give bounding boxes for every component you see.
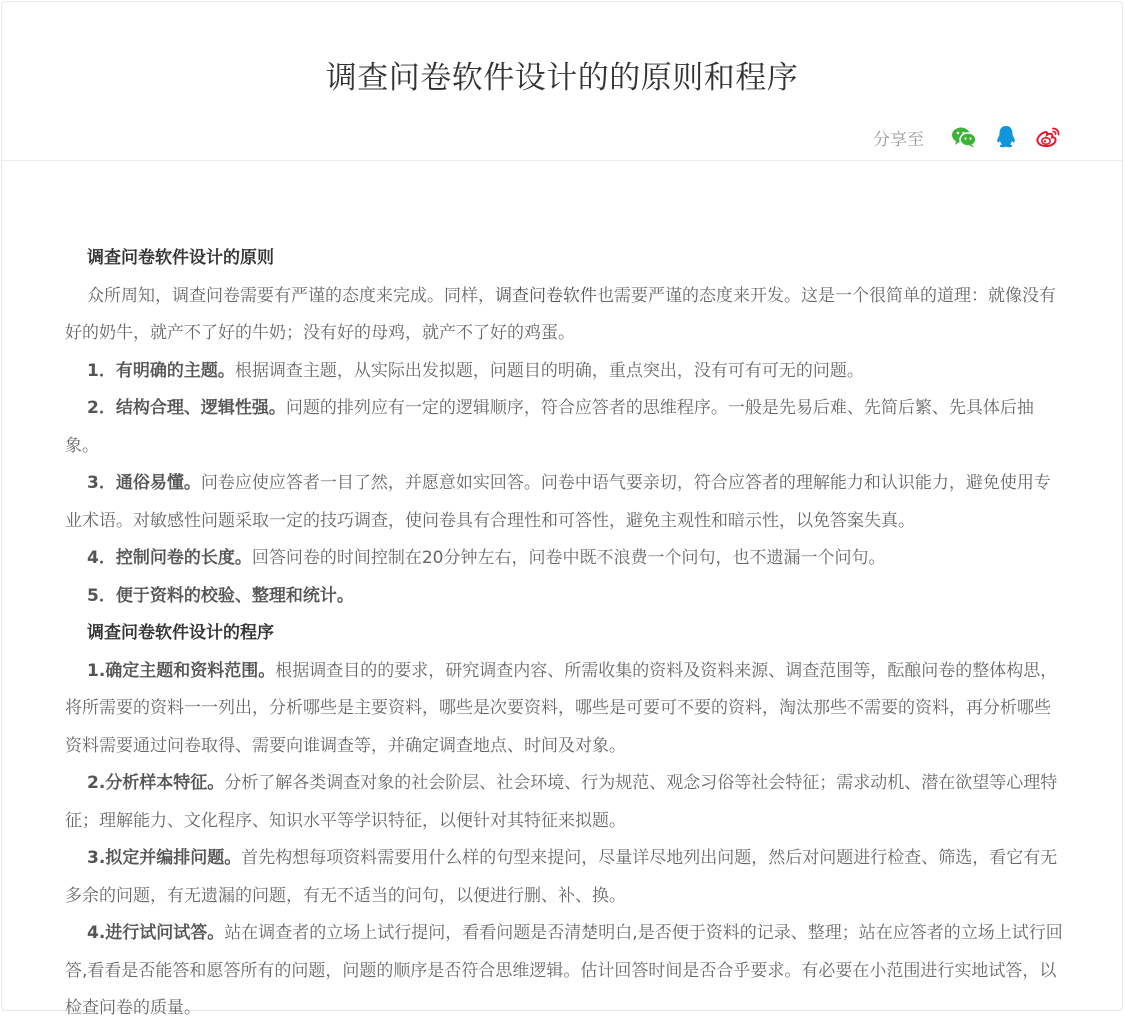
- article-card: [1, 1, 1123, 1018]
- procedure-item: 2.分析样本特征。分析了解各类调查对象的社会阶层、社会环境、行为规范、观念习俗等社会特征；需求动机、潜在欲望等心理特征；理解能力、文化程序、知识水平等学识特征，以便针对其特征来拟题。: [65, 773, 1058, 831]
- weibo-icon[interactable]: [1034, 123, 1062, 151]
- principle-item: 5．便于资料的校验、整理和统计。: [87, 585, 354, 606]
- share-label: 分享至: [873, 129, 924, 150]
- page-title: 调查问卷软件设计的的原则和程序: [325, 60, 799, 96]
- principle-item: 1．有明确的主题。根据调查主题，从实际出发拟题，问题目的明确，重点突出，没有可有可无的问题。: [87, 360, 864, 381]
- principle-item: 3．通俗易懂。问卷应使应答者一目了然，并愿意如实回答。问卷中语气要亲切，符合应答者的理解能力和认识能力，避免使用专业术语。对敏感性问题采取一定的技巧调查，使问卷具有合理性和可答性，避免主观性和暗示性，以免答案失真。: [65, 473, 1051, 531]
- software-link[interactable]: 调查问卷软件: [87, 623, 189, 643]
- section-heading-procedure: 调查问卷软件设计的程序: [87, 623, 274, 643]
- procedure-item: 1.确定主题和资料范围。根据调查目的的要求，研究调查内容、所需收集的资料及资料来源、调查范围等，酝酿问卷的整体构思，将所需要的资料一一列出，分析哪些是主要资料，哪些是次要资料，哪些是可要可不要的资料，淘汰那些不需要的资料，再分析哪些资料需要通过问卷取得、需要向谁调查等，并确定调查地点、时间及对象。: [65, 660, 1058, 756]
- principle-item: 2．结构合理、逻辑性强。问题的排列应有一定的逻辑顺序，符合应答者的思维程序。一般是先易后难、先简后繁、先具体后抽象。: [65, 398, 1034, 456]
- principle-item: 4．控制问卷的长度。回答问卷的时间控制在20分钟左右，问卷中既不浪费一个问句，也不遗漏一个问句。: [87, 548, 886, 568]
- software-link[interactable]: 调查问卷软件: [87, 248, 189, 268]
- article-body: [65, 240, 1065, 1028]
- intro-paragraph: 众所周知，调查问卷需要有严谨的态度来完成。同样，调查问卷软件也需要严谨的态度来开发。这是一个很简单的道理：就像没有好的奶牛，就产不了好的牛奶；没有好的母鸡，就产不了好的鸡蛋。: [65, 285, 1056, 343]
- section-heading-principles: 调查问卷软件设计的原则: [87, 248, 274, 268]
- qq-icon[interactable]: [992, 123, 1020, 151]
- procedure-item: 3.拟定并编排问题。首先构想每项资料需要用什么样的句型来提问，尽量详尽地列出问题，然后对问题进行检查、筛选，看它有无多余的问题，有无遗漏的问题，有无不适当的问句，以便进行删、补、换。: [65, 848, 1058, 906]
- software-link-inline[interactable]: 调查问卷软件: [495, 285, 597, 306]
- procedure-item: 4.进行试问试答。站在调查者的立场上试行提问，看看问题是否清楚明白,是否便于资料的记录、整理；站在应答者的立场上试行回答,看看是否能答和愿答所有的问题，问题的顺序是否符合思维逻辑。估计回答时间是否合乎要求。有必要在小范围进行实地试答，以检查问卷的质量。: [65, 923, 1063, 1018]
- wechat-icon[interactable]: [950, 123, 978, 151]
- share-bar: [873, 123, 1062, 151]
- article-header: [2, 2, 1122, 161]
